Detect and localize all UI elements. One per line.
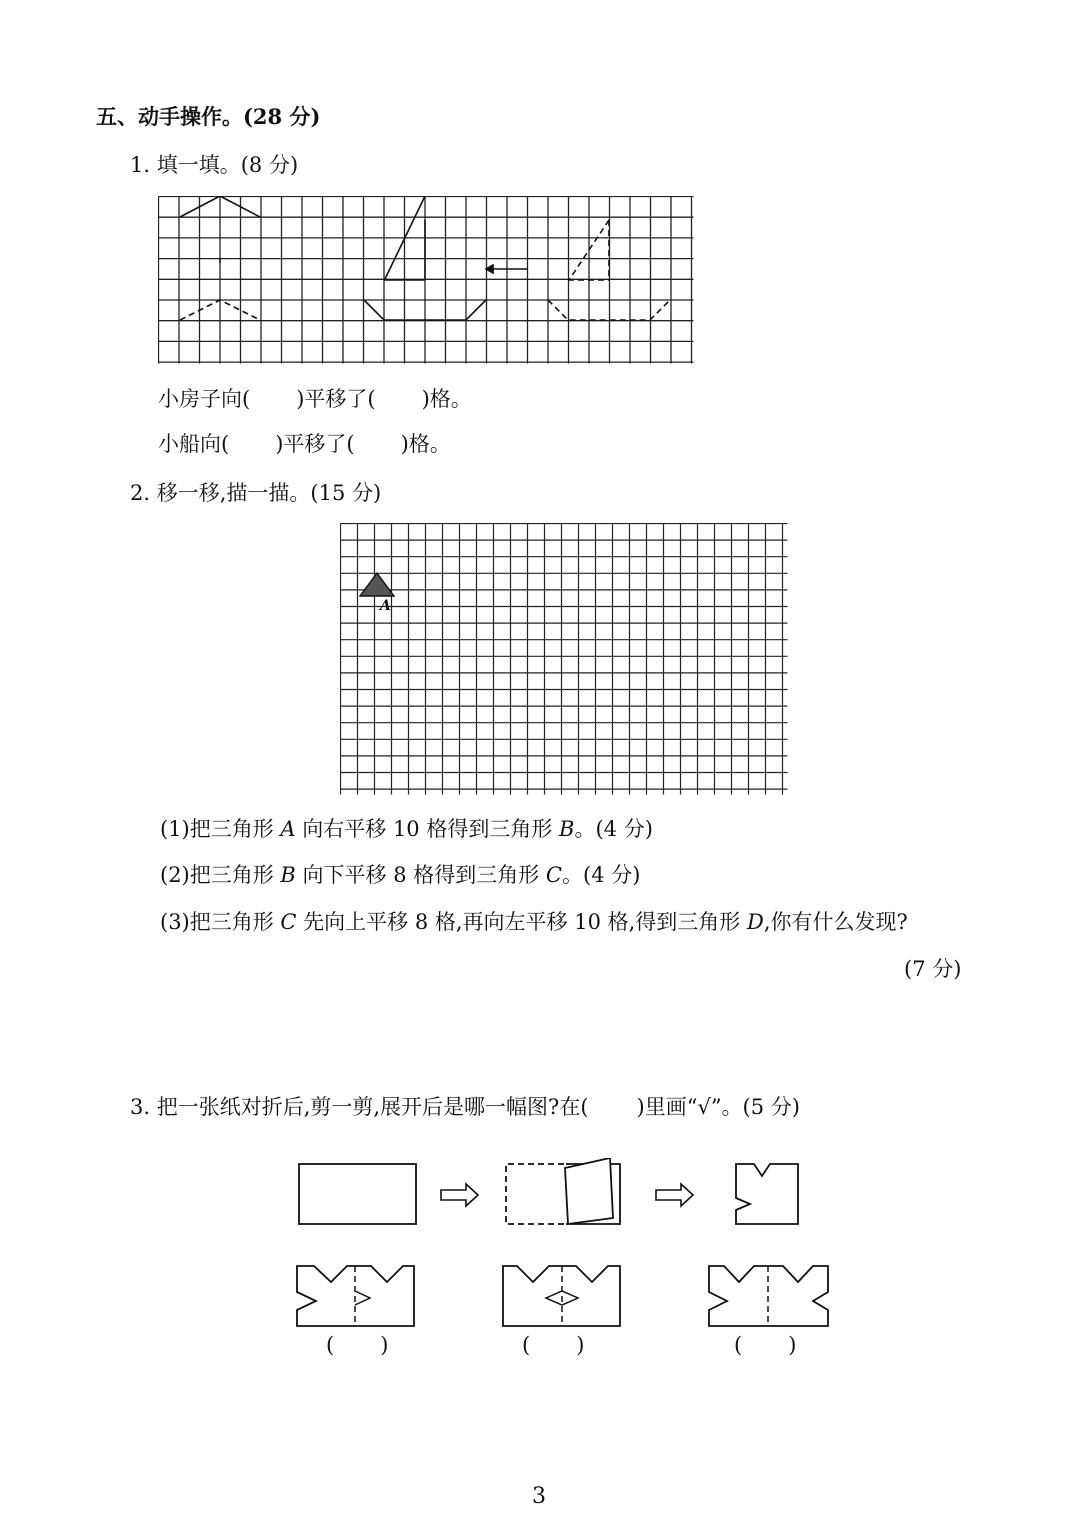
- option-3-figure: [709, 1266, 828, 1326]
- option-2-answer[interactable]: [522, 1332, 584, 1358]
- q2-sub-3-var-c: C: [280, 910, 297, 934]
- paper-rectangle: [299, 1164, 416, 1224]
- q2-sub-2-b: 向下平移 8 格得到三角形: [295, 863, 546, 887]
- q1-line-2-a: 小船向(: [158, 432, 230, 456]
- q2-sub-3-c: ,你有什么发现?: [763, 910, 908, 934]
- option-3-answer[interactable]: [734, 1332, 796, 1358]
- q3-figures: [290, 1158, 840, 1358]
- q2-sub-1-var-b: B: [559, 817, 575, 841]
- option-1-paren-close: ): [380, 1333, 389, 1357]
- option-2-figure: [503, 1266, 620, 1326]
- right-arrow-icon-2: [656, 1184, 693, 1206]
- option-1-paren-open: (: [326, 1333, 335, 1357]
- question-3-title-a: 3. 把一张纸对折后,剪一剪,展开后是哪一幅图?在(: [130, 1095, 589, 1119]
- q2-grid-lines: [341, 524, 788, 795]
- q2-sub-2-var-c: C: [545, 863, 562, 887]
- question-3-title-b: )里画“√”。(5 分): [636, 1095, 800, 1119]
- q1-line-1-a: 小房子向(: [158, 387, 251, 411]
- q1-line-2-c: )格。: [400, 432, 451, 456]
- question-1-title: 1. 填一填。(8 分): [130, 153, 299, 177]
- q2-sub-1-a: (1)把三角形: [160, 817, 281, 841]
- cut-folded-paper: [736, 1164, 798, 1224]
- q1-line-1-c: )格。: [421, 387, 472, 411]
- q1-line-2: [158, 431, 451, 457]
- option-1-answer[interactable]: [326, 1332, 388, 1358]
- question-3-title: [130, 1094, 800, 1120]
- q2-sub-3-b: 先向上平移 8 格,再向左平移 10 格,得到三角形: [296, 910, 747, 934]
- q1-line-1-b: )平移了(: [296, 387, 376, 411]
- page-number: 3: [532, 1484, 546, 1509]
- q1-line-2-b: )平移了(: [275, 432, 355, 456]
- q2-sub-1-b: 向右平移 10 格得到三角形: [295, 817, 560, 841]
- right-arrow-icon: [441, 1184, 478, 1206]
- q2-sub-2-a: (2)把三角形: [160, 863, 281, 887]
- q2-sub-2: [160, 862, 640, 888]
- section-title: 五、动手操作。(28 分): [96, 104, 321, 129]
- option-2-paren-open: (: [522, 1333, 531, 1357]
- q1-grid-lines: [159, 197, 694, 364]
- q2-sub-1: [160, 816, 653, 842]
- folded-paper: [506, 1158, 620, 1224]
- q1-line-1: [158, 386, 472, 412]
- q2-grid-figure[interactable]: [340, 523, 788, 795]
- q2-sub-2-c: 。(4 分): [562, 863, 641, 887]
- option-3-paren-close: ): [788, 1333, 797, 1357]
- q2-sub-2-var-b: B: [280, 863, 296, 887]
- option-3-paren-open: (: [734, 1333, 743, 1357]
- q2-sub-3-points: (7 分): [904, 957, 962, 981]
- q2-sub-3: [160, 909, 908, 935]
- option-1-figure: [297, 1266, 414, 1326]
- q1-grid-figure: [158, 196, 694, 364]
- question-2-title: 2. 移一移,描一描。(15 分): [130, 481, 382, 505]
- triangle-a: [360, 573, 394, 596]
- q2-sub-1-var-a: A: [280, 817, 296, 841]
- q2-sub-1-c: 。(4 分): [574, 817, 653, 841]
- q2-sub-3-a: (3)把三角形: [160, 910, 281, 934]
- option-2-paren-close: ): [576, 1333, 585, 1357]
- q2-sub-3-var-d: D: [746, 910, 764, 934]
- triangle-a-label: A: [380, 598, 391, 614]
